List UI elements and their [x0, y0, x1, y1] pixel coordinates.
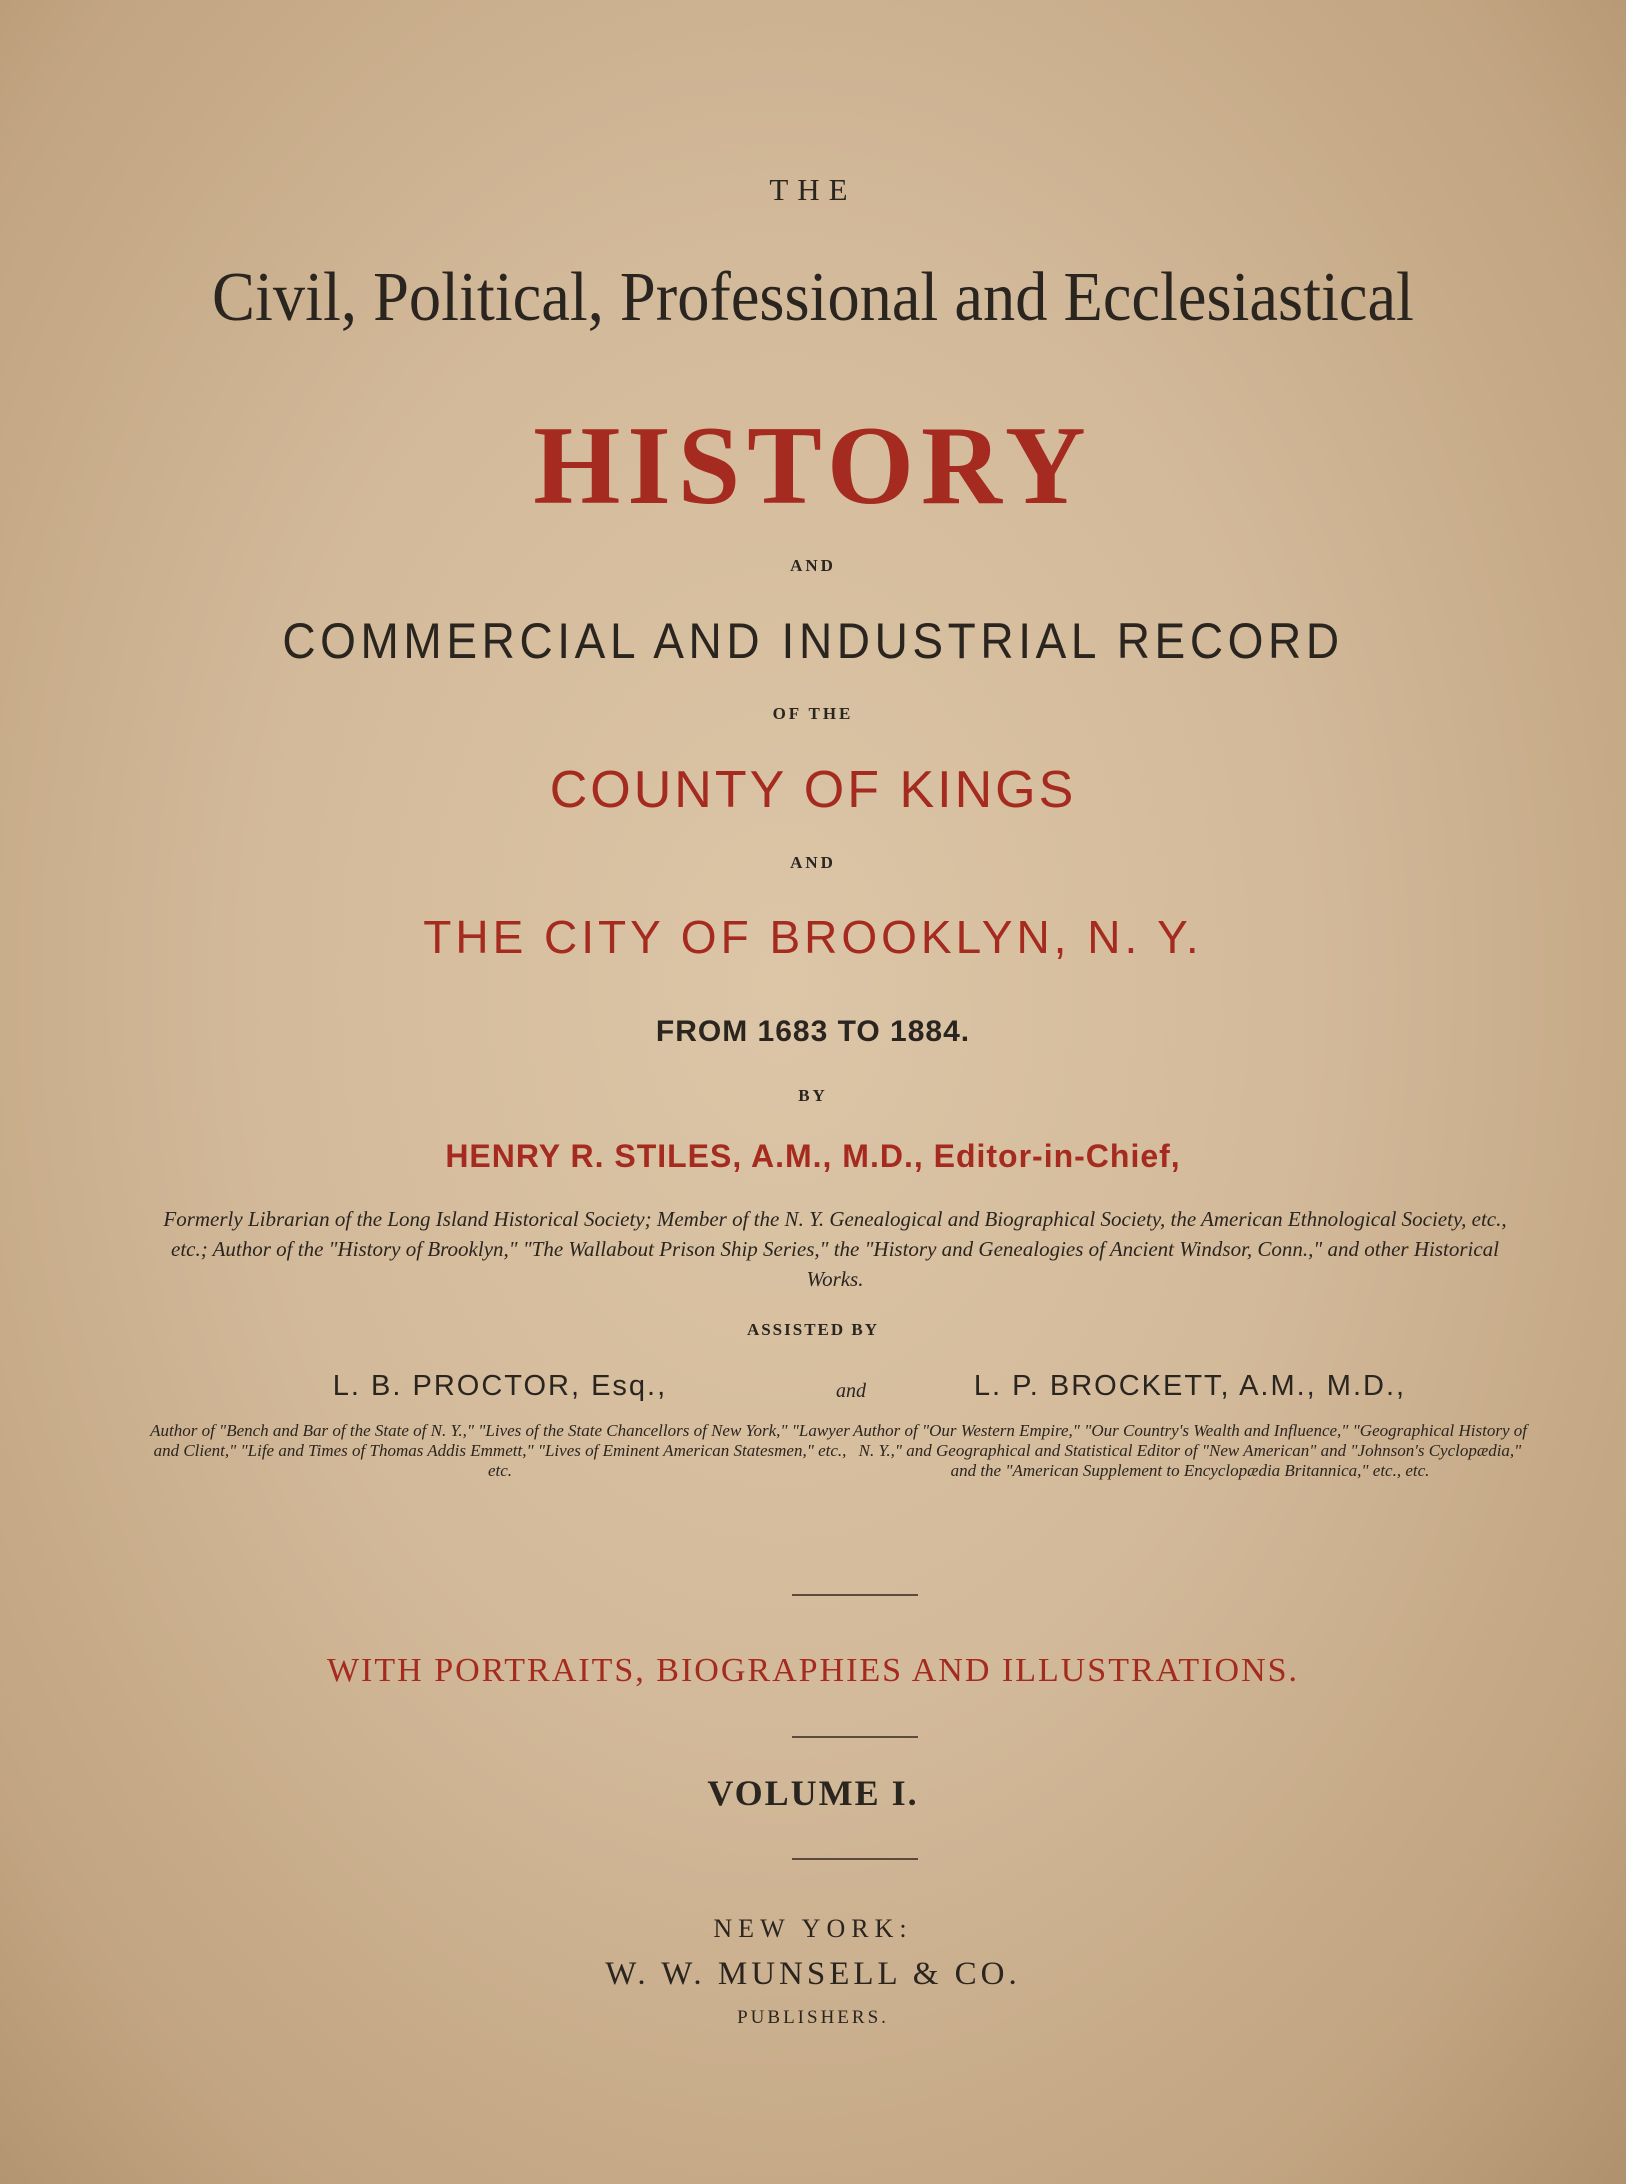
main-title: HISTORY	[533, 404, 1093, 528]
publisher-name: W. W. MUNSELL & CO.	[605, 1956, 1021, 1992]
assistant-left	[150, 1370, 850, 1481]
publishers-label: PUBLISHERS.	[737, 2007, 889, 2028]
date-range: FROM 1683 TO 1884.	[655, 1015, 971, 1048]
connector-and-2: AND	[790, 853, 836, 872]
county-title: COUNTY OF KINGS	[549, 761, 1077, 819]
divider-rule	[792, 1858, 918, 1860]
assistants-and: and	[836, 1380, 866, 1402]
assistant-left-name: L. B. PROCTOR, Esq.,	[332, 1370, 668, 1402]
city-title: THE CITY OF BROOKLYN, N. Y.	[423, 911, 1203, 963]
editor-description: Formerly Librarian of the Long Island Historical Society; Member of the N. Y. Genealogical and Biographical Society, the American Ethnological Society, etc., etc.; Author of the "History of Brooklyn," "The Wallabout Prison Ship Series," the "History and Genealogies of Ancient Windsor, Conn.," and other Historical Works.	[163, 1207, 1507, 1291]
assistant-right	[850, 1370, 1530, 1481]
divider-rule	[792, 1594, 918, 1596]
commercial-record-title: COMMERCIAL AND INDUSTRIAL RECORD	[282, 613, 1344, 669]
assistant-left-description: Author of "Bench and Bar of the State of N. Y.," "Lives of the State Chancellors of New York," "Lawyer and Client," "Life and Times of Thomas Addis Emmett," "Lives of Eminent American Statesmen," etc., etc.	[150, 1421, 850, 1480]
divider-rule	[792, 1736, 918, 1738]
assisted-by-label: ASSISTED BY	[746, 1320, 880, 1339]
subtitle: Civil, Political, Professional and Ecclesiastical	[212, 259, 1414, 336]
assistant-right-description: Author of "Our Western Empire," "Our Country's Wealth and Influence," "Geographical History of N. Y.," and Geographical and Statistical Editor of "New American" and "Johnson's Cyclopædia," and the "American Supplement to Encyclopædia Britannica," etc., etc.	[853, 1421, 1527, 1480]
illustrations-note: WITH PORTRAITS, BIOGRAPHIES AND ILLUSTRATIONS.	[326, 1652, 1300, 1689]
connector-of-the: OF THE	[772, 704, 854, 723]
connector-by: BY	[798, 1086, 828, 1105]
volume-label: VOLUME I.	[707, 1773, 919, 1813]
publication-place: NEW YORK:	[713, 1914, 913, 1943]
heading-the: THE	[769, 172, 857, 207]
editor-name: HENRY R. STILES, A.M., M.D., Editor-in-Chief,	[445, 1138, 1181, 1174]
connector-and: AND	[790, 556, 836, 575]
assistant-right-name: L. P. BROCKETT, A.M., M.D.,	[973, 1370, 1407, 1402]
